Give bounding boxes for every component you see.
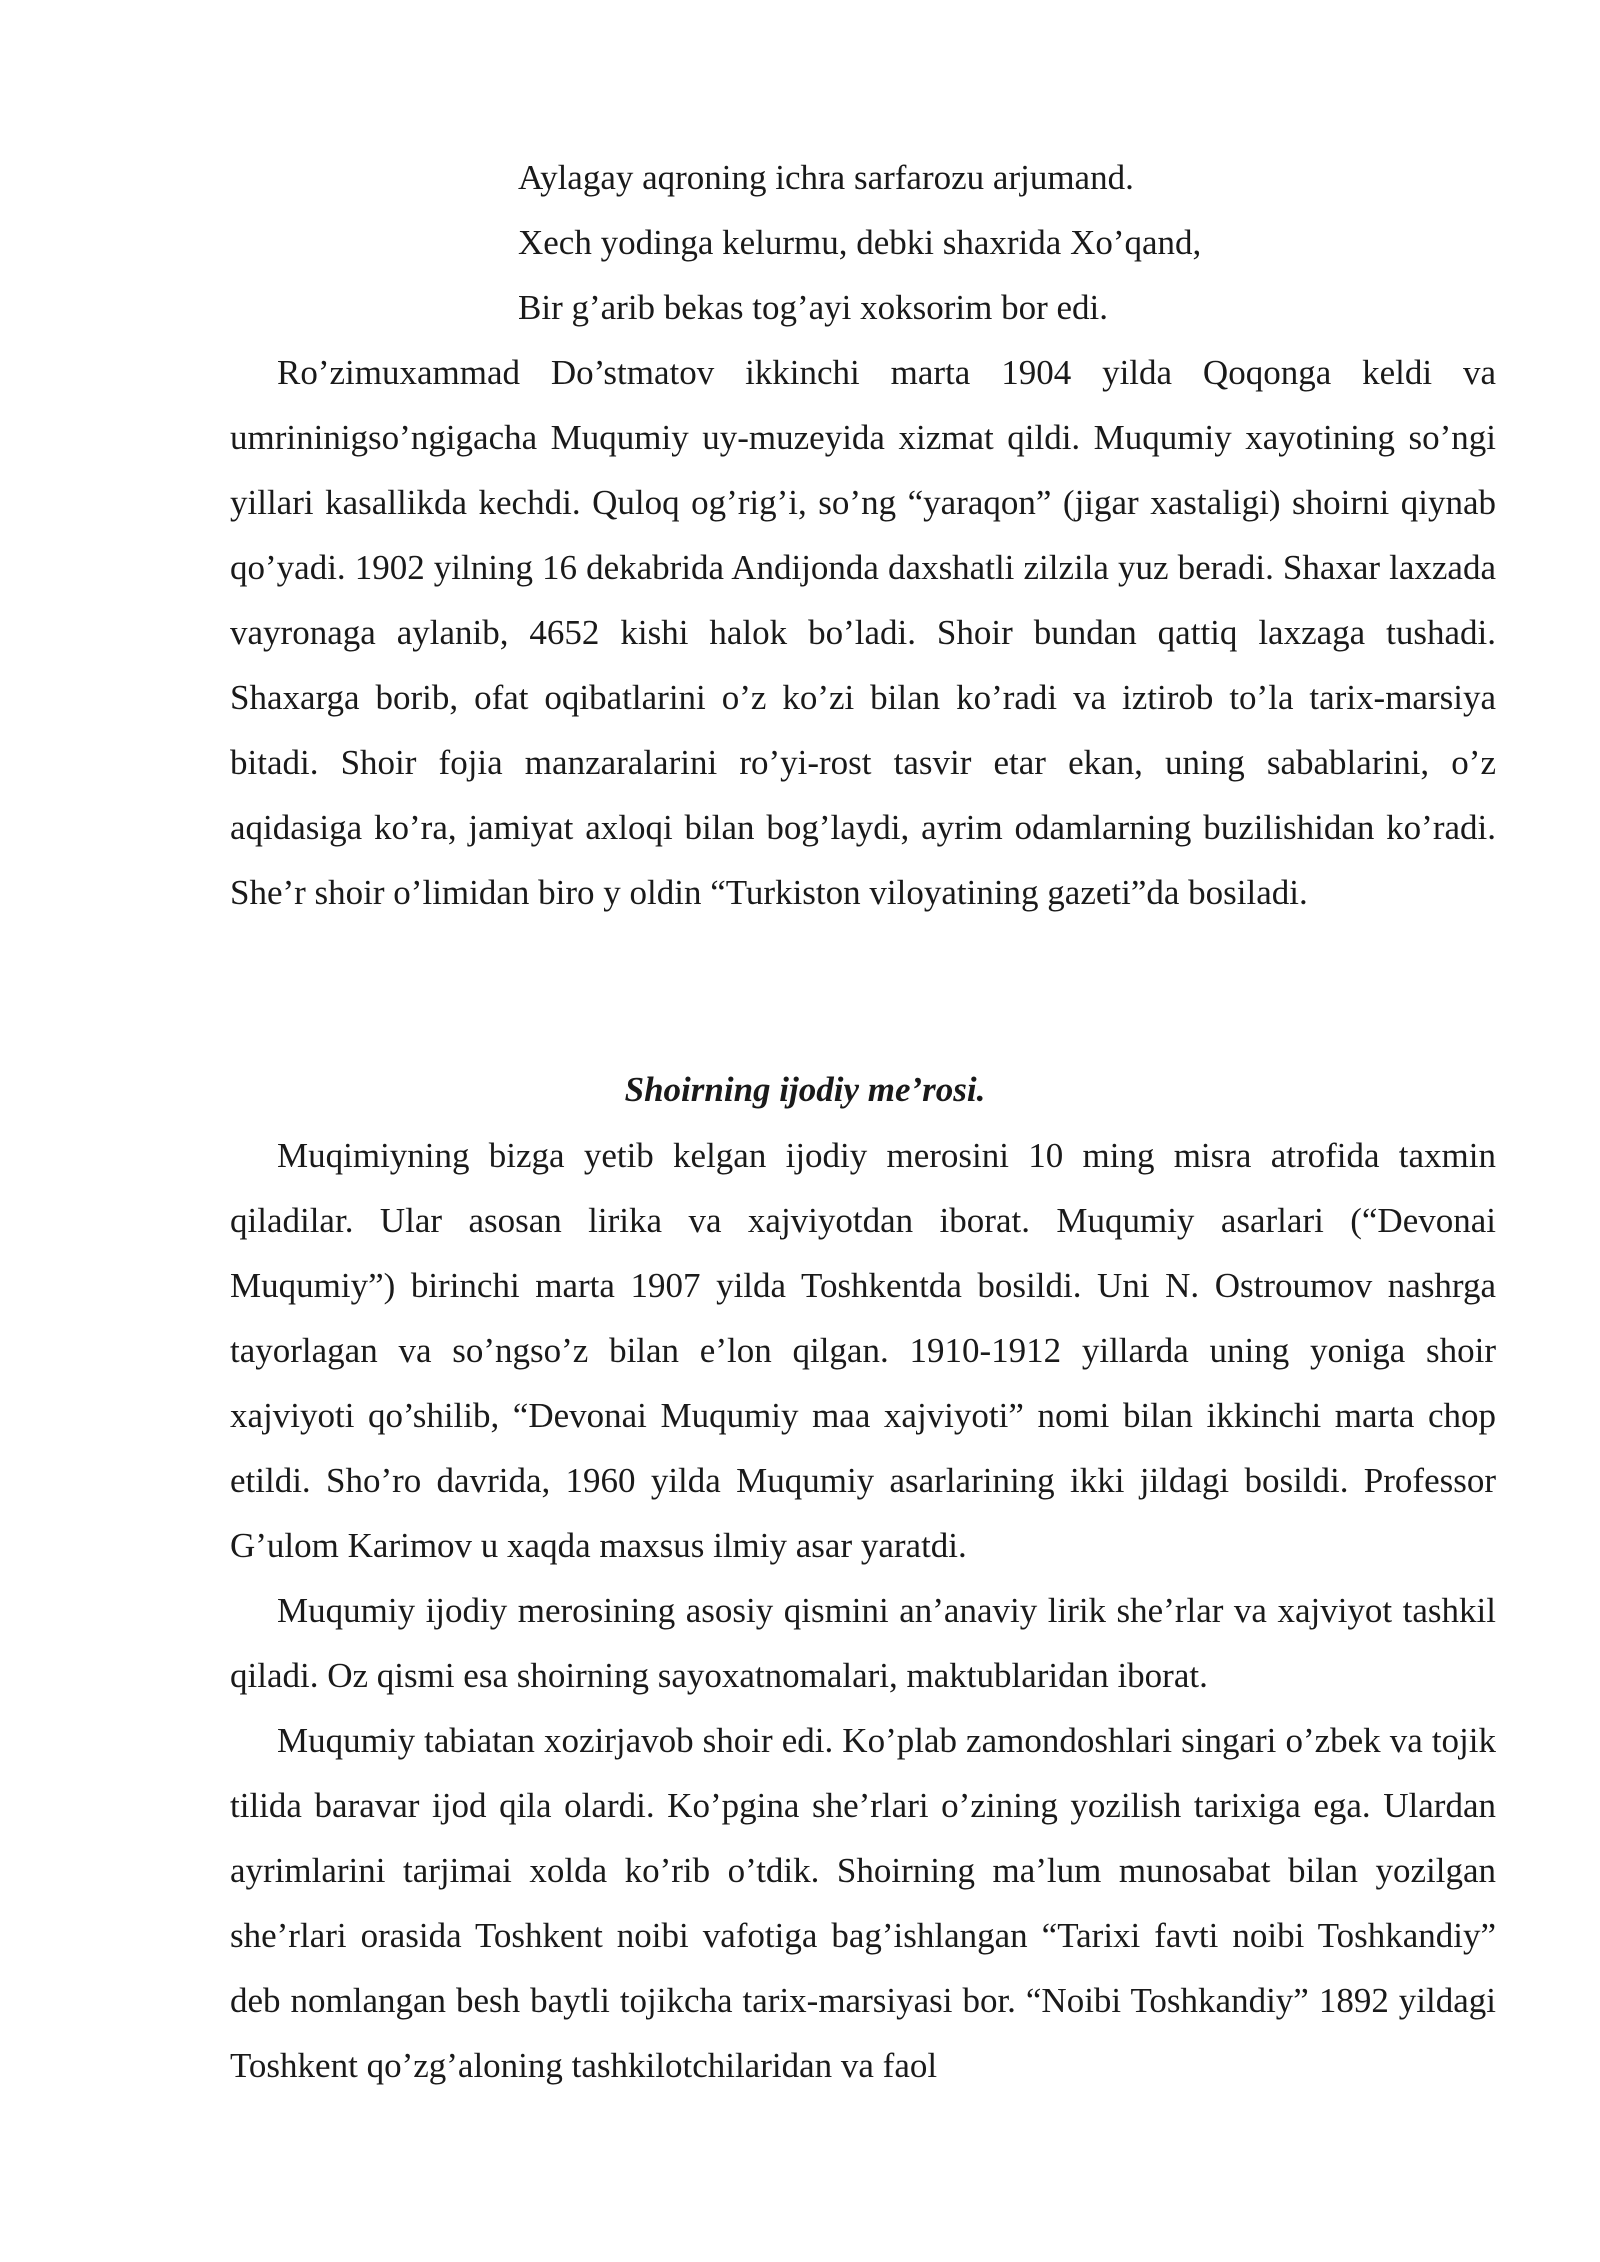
verse-line: Bir g’arib bekas tog’ayi xoksorim bor edi. <box>518 288 1109 327</box>
paragraph: Muqumiy ijodiy merosining asosiy qismini an’anaviy lirik she’rlar va xajviyot tashkil qiladi. Oz qismi esa shoirning sayoxatnomalari, maktublaridan iborat. <box>230 1591 1496 1695</box>
body-text-top <box>230 340 1496 925</box>
paragraph: Muqumiy tabiatan xozirjavob shoir edi. Ko’plab zamondoshlari singari o’zbek va tojik tilida baravar ijod qila olardi. Ko’pgina she’rlari o’zining yozilish tarixiga ega. Ulardan ayrimlarini tarjimai xolda ko’rib o’tdik. Shoirning ma’lum munosabat bilan yozilgan she’rlari orasida Toshkent noibi vafotiga bag’ishlangan “Tarixi favti noibi Toshkandiy” deb nomlangan besh baytli tojikcha tarix-marsiyasi bor. “Noibi Toshkandiy” 1892 yildagi Toshkent qo’zg’aloning tashkilotchilaridan va faol <box>230 1721 1496 2085</box>
paragraph: Ro’zimuxammad Do’stmatov ikkinchi marta 1904 yilda Qoqonga keldi va umrininigso’ngigacha Muqumiy uy-muzeyida xizmat qildi. Muqumiy xayotining so’ngi yillari kasallikda kechdi. Quloq og’rig’i, so’ng “yaraqon” (jigar xastaligi) shoirni qiynab qo’yadi. 1902 yilning 16 dekabrida Andijonda daxshatli zilzila yuz beradi. Shaxar laxzada vayronaga aylanib, 4652 kishi halok bo’ladi. Shoir bundan qattiq laxzaga tushadi. Shaxarga borib, ofat oqibatlarini o’z ko’zi bilan ko’radi va iztirob to’la tarix-marsiya bitadi. Shoir fojia manzaralarini ro’yi-rost tasvir etar ekan, uning sabablarini, o’z aqidasiga ko’ra, jamiyat axloqi bilan bog’laydi, ayrim odamlarning buzilishidan ko’radi. She’r shoir o’limidan biro y oldin “Turkiston viloyatining gazeti”da bosiladi. <box>230 353 1496 912</box>
section-heading: Shoirning ijodiy me’rosi. <box>624 1070 986 1109</box>
verse-line: Xech yodinga kelurmu, debki shaxrida Xo’qand, <box>518 223 1202 262</box>
paragraph: Muqimiyning bizga yetib kelgan ijodiy merosini 10 ming misra atrofida taxmin qiladilar. Ular asosan lirika va xajviyotdan iborat. Muqumiy asarlari (“Devonai Muqumiy”) birinchi marta 1907 yilda Toshkentda bosildi. Uni N. Ostroumov nashrga tayorlagan va so’ngso’z bilan e’lon qilgan. 1910-1912 yillarda uning yoniga shoir xajviyoti qo’shilib, “Devonai Muqumiy maa xajviyoti” nomi bilan ikkinchi marta chop etildi. Sho’ro davrida, 1960 yilda Muqumiy asarlarining ikki jildagi bosildi. Professor G’ulom Karimov u xaqda maxsus ilmiy asar yaratdi. <box>230 1136 1496 1565</box>
verse-line: Aylagay aqroning ichra sarfarozu arjumand. <box>518 158 1134 197</box>
body-text-bottom <box>230 1123 1496 2098</box>
poem-verse <box>518 145 1201 340</box>
